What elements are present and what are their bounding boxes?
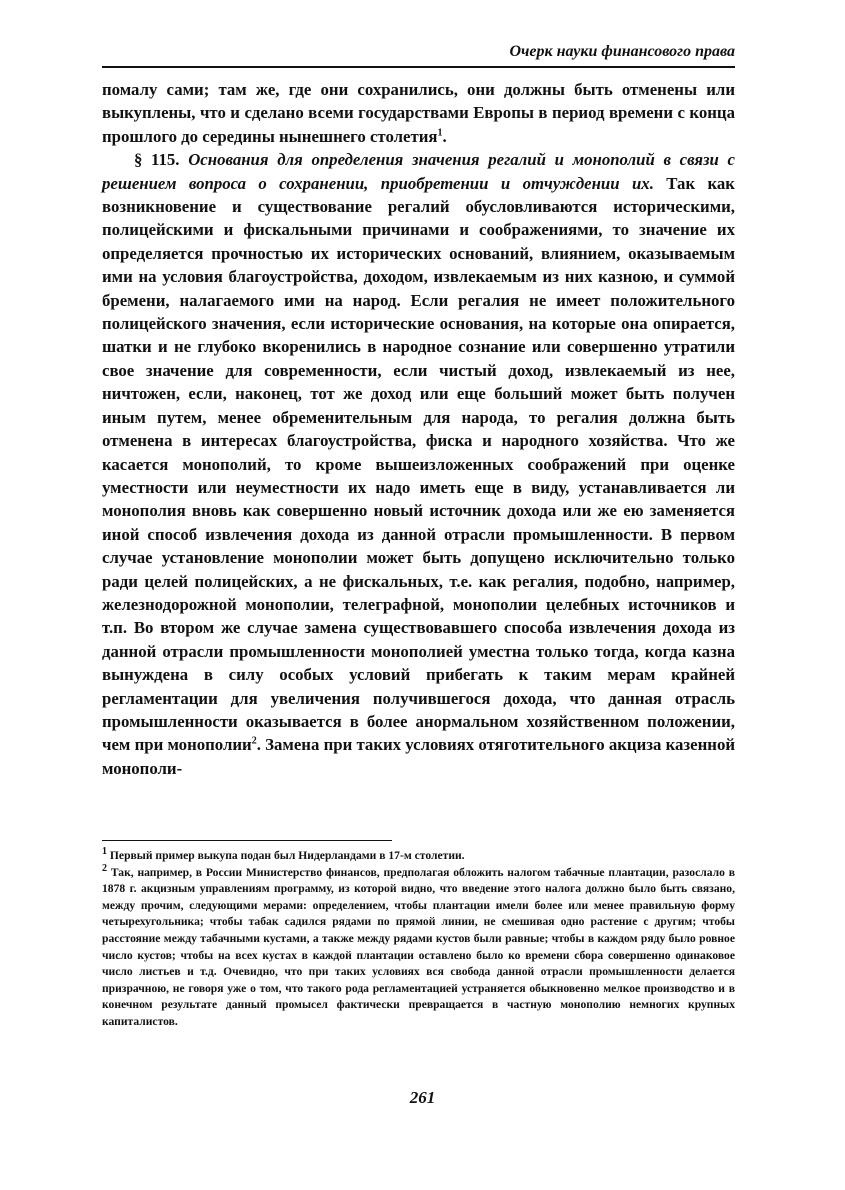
footnote-mark: 1 [102,846,107,858]
footnote-mark: 2 [102,862,107,874]
paragraph-tail: . Замена при таких условиях отяготительного акциза казенной монополи- [102,735,735,778]
paragraph-section-115 [102,148,735,780]
section-title: Основания для определения значения регалий и монополий в связи с решением вопроса о сохранении, приобретении и отчуждении их. [102,150,735,193]
footnote-text: Так, например, в России Министерство финансов, предполагая обложить налогом табачные плантации, разослало в 1878 г. акцизным управлениям программу, из которой видно, что введение этого налога должно было быть связано, между прочим, следующими мерами: определением, чтобы плантации имели более или менее правильную форму четырехугольника; чтобы табак садился рядами по прямой линии, не смешивая одно растение с другим; чтобы расстояние между табачными кустами, а также между рядами кустов были равные; чтобы в каждом ряду было ровное число кустов; чтобы на всех кустах в каждой плантации оставлено было ко времени сбора совершенно одинаковое число листьев и т.д. Очевидно, что при таких условиях вся свобода данной отрасли промышленности делается призрачною, не говоря уже о том, что такого рода регламентацией устраняется обыкновенно мелкое производство и в конечном результате данный промысел фактически превращается в частную монополию немногих крупных капиталистов. [102,865,735,1028]
paragraph-text: помалу сами; там же, где они сохранились, они должны быть отменены или выкуплены, что и сделано всеми государствами Европы в период времени с конца прошлого до середины нынешнего столетия [102,80,735,146]
running-header: Очерк науки финансового права [509,43,735,60]
footnote-2 [102,862,735,1031]
footnote-ref-1[interactable]: 1 [437,127,443,139]
page-number: 261 [409,1088,436,1107]
footnote-ref-2[interactable]: 2 [251,735,257,747]
footnote-divider [102,840,392,841]
header-divider [102,66,735,68]
paragraph-continuation: помалу сами; там же, где они сохранились, они должны быть отменены или выкуплены, что и сделано всеми государствами Европы в период времени с конца прошлого до середины нынешнего столетия$^1$. [102,80,735,146]
section-number: § 115. [134,150,180,170]
main-text [102,78,735,780]
footnote-text: Первый пример выкупа подан был Нидерландами в 17-м столетии. [109,849,465,862]
paragraph-text: Так как возникновение и существование регалий обусловливаются историческими, полицейскими и фискальными причинами и соображениями, то значение их определяется прочностью их исторических оснований, влиянием, оказываемым ими на условия благоустройства, доходом, извлекаемым из них казною, и суммой бремени, налагаемого ими на народ. Если регалия не имеет положительного полицейского значения, если исторические основания, на которые она опирается, шатки и не глубоко вкоренились в народное сознание или совершенно утратили свое значение для современности, если чистый доход, извлекаемый из нее, ничтожен, если, наконец, тот же доход или еще больший может быть получен иным путем, менее обременительным для народа, то регалия должна быть отменена в интересах благоустройства, фиска и народного хозяйства. Что же касается монополий, то кроме вышеизложенных соображений при оценке уместности или неуместности их надо иметь еще в виду, устанавливается ли монополия вновь как совершенно новый источник дохода или же ею заменяется иной способ извлечения дохода из данной отрасли промышленности. В первом случае установление монополии может быть допущено исключительно только ради целей полицейских, а не фискальных, т.е. как регалия, подобно, например, железнодорожной монополии, телеграфной, монополии целебных источников и т.п. Во втором же случае замена существовавшего способа извлечения дохода из данной отрасли промышленности монополией уместна только тогда, когда казна вынуждена в силу особых условий прибегать к таким мерам крайней регламентации для увеличения получившегося дохода, что данная отрасль промышленности оказывается в более анормальном хозяйственном положении, чем при монополии [102,173,735,755]
footnote-1 [102,848,735,865]
footnotes [102,848,735,1031]
